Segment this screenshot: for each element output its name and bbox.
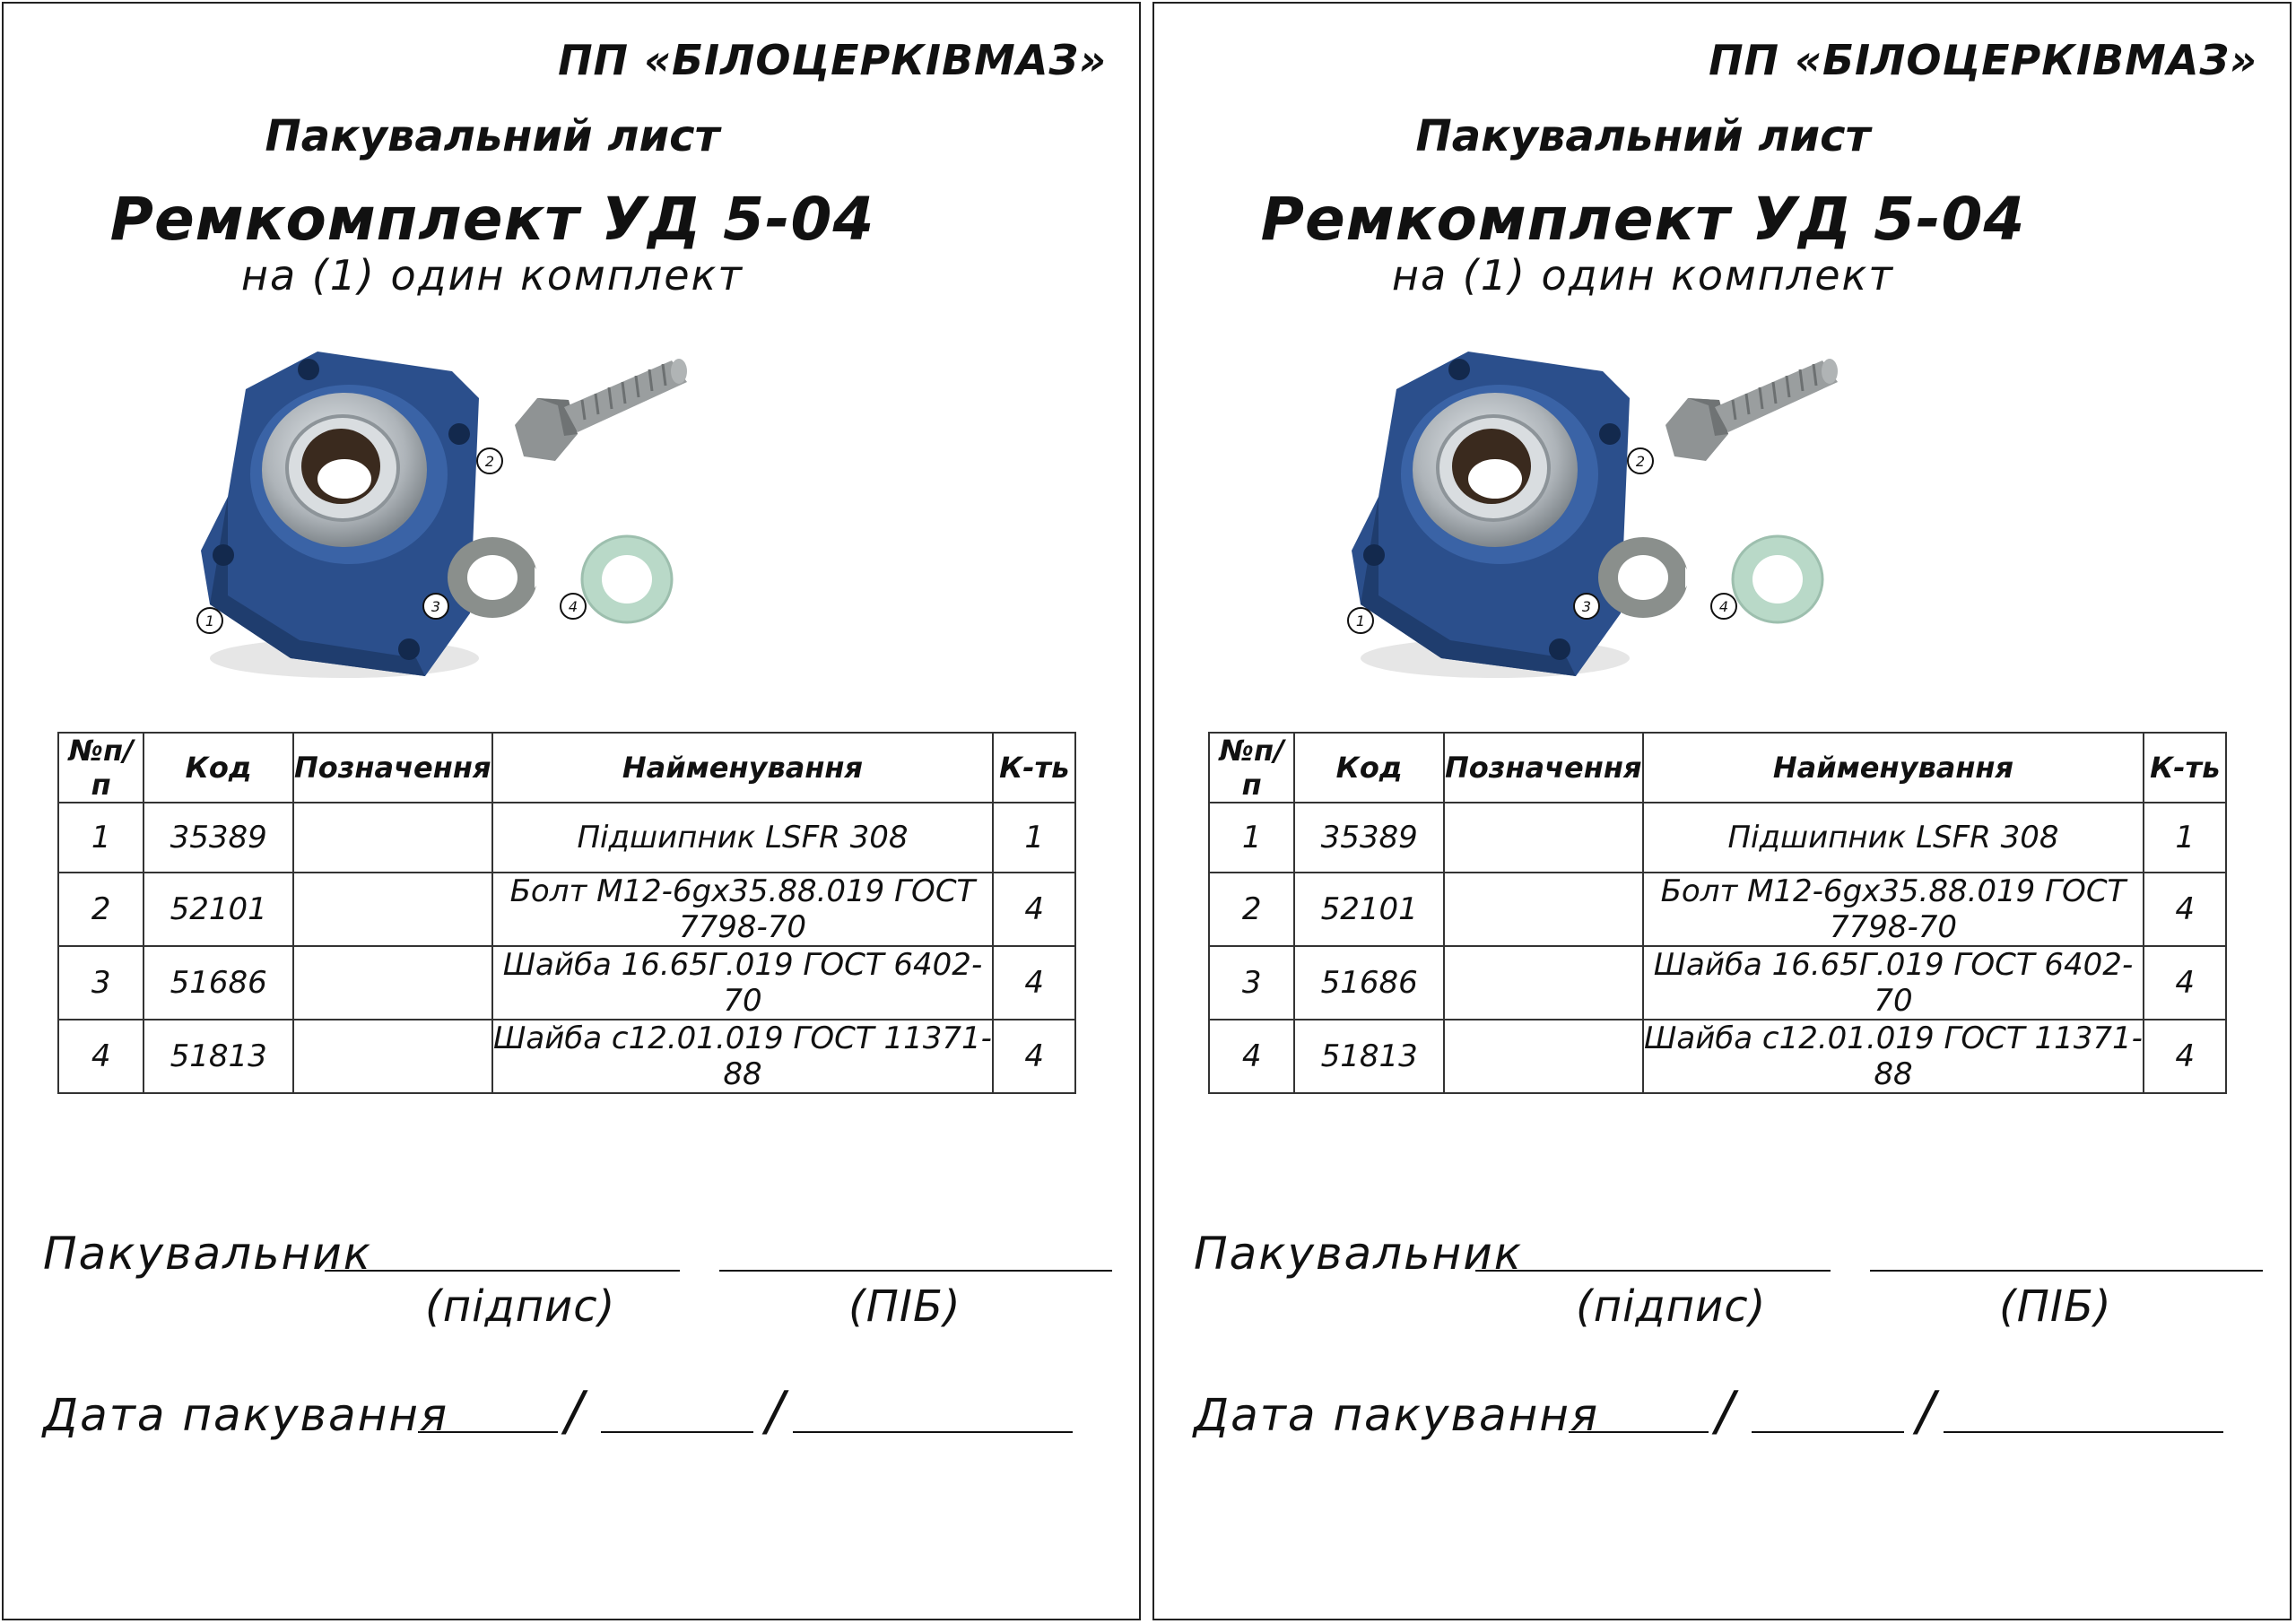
date-separator: / — [1716, 1380, 1735, 1443]
packer-label: Пакувальник — [43, 1228, 372, 1280]
cell-quantity: 1 — [993, 803, 1075, 873]
signature-line[interactable] — [325, 1270, 680, 1272]
cell-quantity: 4 — [2144, 873, 2226, 946]
signature-caption: (підпис) — [1576, 1281, 1767, 1332]
cell-designation — [1444, 873, 1643, 946]
header-code: Код — [144, 733, 293, 803]
svg-text:1: 1 — [204, 612, 215, 630]
header-number: №п/п — [1209, 733, 1294, 803]
bearing-housing-icon — [1352, 352, 1630, 678]
parts-table — [1208, 732, 2227, 1094]
callout-1 — [1348, 608, 1373, 633]
cell-number: 2 — [58, 873, 144, 946]
kit-quantity: на (1) один комплект — [240, 251, 744, 300]
cell-designation — [293, 873, 492, 946]
bolt-icon — [515, 359, 687, 461]
table-row — [1209, 873, 2226, 946]
header-code: Код — [1294, 733, 1444, 803]
cell-quantity: 4 — [2144, 946, 2226, 1020]
cell-name: Підшипник LSFR 308 — [1643, 803, 2144, 873]
packing-sheet-left — [2, 2, 1141, 1620]
cell-number: 2 — [1209, 873, 1294, 946]
header-quantity: К-ть — [2144, 733, 2226, 803]
cell-quantity: 4 — [993, 873, 1075, 946]
cell-number: 1 — [58, 803, 144, 873]
header-number: №п/п — [58, 733, 144, 803]
document-title: Пакувальний лист — [265, 111, 720, 161]
bearing-housing-icon — [201, 352, 479, 678]
cell-quantity: 4 — [2144, 1020, 2226, 1093]
date-day-line[interactable] — [418, 1431, 558, 1433]
callout-2 — [477, 448, 502, 473]
bolt-icon — [1665, 359, 1838, 461]
name-line[interactable] — [719, 1270, 1112, 1272]
date-separator: / — [1917, 1380, 1935, 1443]
cell-name: Шайба с12.01.019 ГОСТ 11371-88 — [1644, 1020, 2143, 1092]
kit-quantity: на (1) один комплект — [1391, 251, 1895, 300]
svg-text:3: 3 — [1581, 598, 1592, 615]
signature-line[interactable] — [1475, 1270, 1831, 1272]
spring-washer-icon — [448, 537, 542, 618]
header-quantity: К-ть — [993, 733, 1075, 803]
packer-label: Пакувальник — [1194, 1228, 1523, 1280]
callout-4 — [1711, 594, 1736, 619]
cell-number: 4 — [58, 1020, 144, 1093]
date-separator: / — [565, 1380, 584, 1443]
date-year-line[interactable] — [1944, 1431, 2223, 1433]
cell-name: Шайба 16.65Г.019 ГОСТ 6402-70 — [1643, 946, 2144, 1020]
header-designation: Позначення — [1444, 733, 1643, 803]
svg-text:2: 2 — [1635, 453, 1646, 470]
packing-date-label: Дата пакування — [1194, 1389, 1600, 1441]
cell-code: 51686 — [1294, 946, 1444, 1020]
cell-designation — [293, 1020, 492, 1093]
cell-quantity: 4 — [993, 1020, 1075, 1093]
spring-washer-icon — [1598, 537, 1692, 618]
kit-name: Ремкомплект УД 5-04 — [109, 185, 875, 254]
cell-number: 4 — [1209, 1020, 1294, 1093]
table-header-row — [1209, 733, 2226, 803]
cell-quantity: 1 — [2144, 803, 2226, 873]
callout-2 — [1628, 448, 1653, 473]
cell-quantity: 4 — [993, 946, 1075, 1020]
cell-code: 52101 — [1294, 873, 1444, 946]
name-caption: (ПІБ) — [848, 1281, 961, 1332]
cell-number: 3 — [58, 946, 144, 1020]
table-row — [58, 1020, 1075, 1093]
svg-text:1: 1 — [1355, 612, 1366, 630]
cell-code: 51813 — [144, 1020, 293, 1093]
svg-text:4: 4 — [1718, 598, 1729, 615]
document-title: Пакувальний лист — [1415, 111, 1871, 161]
svg-text:2: 2 — [484, 453, 495, 470]
cell-number: 3 — [1209, 946, 1294, 1020]
packing-date-label: Дата пакування — [43, 1389, 449, 1441]
parts-illustration — [1334, 335, 2015, 712]
parts-table — [57, 732, 1076, 1094]
cell-name: Підшипник LSFR 308 — [492, 803, 994, 873]
table-row — [58, 946, 1075, 1020]
svg-text:4: 4 — [568, 598, 578, 615]
company-name: ПП «БІЛОЦЕРКІВМАЗ» — [1709, 36, 2257, 84]
header-name: Найменування — [1643, 733, 2144, 803]
table-row — [58, 803, 1075, 873]
date-separator: / — [766, 1380, 785, 1443]
name-line[interactable] — [1870, 1270, 2263, 1272]
signature-caption: (підпис) — [425, 1281, 616, 1332]
cell-designation — [293, 803, 492, 873]
packing-sheet-right — [1152, 2, 2292, 1620]
table-row — [1209, 1020, 2226, 1093]
parts-illustration — [183, 335, 865, 712]
date-month-line[interactable] — [601, 1431, 753, 1433]
name-caption: (ПІБ) — [1999, 1281, 2112, 1332]
cell-name: Болт М12-6gх35.88.019 ГОСТ 7798-70 — [1643, 873, 2144, 946]
cell-designation — [1444, 946, 1643, 1020]
callout-3 — [1574, 594, 1599, 619]
cell-designation — [1444, 803, 1643, 873]
flat-washer-icon — [1733, 536, 1822, 622]
flat-washer-icon — [582, 536, 672, 622]
company-name: ПП «БІЛОЦЕРКІВМАЗ» — [558, 36, 1107, 84]
header-name: Найменування — [492, 733, 994, 803]
cell-code: 51813 — [1294, 1020, 1444, 1093]
cell-name: Шайба с12.01.019 ГОСТ 11371-88 — [493, 1020, 992, 1092]
table-row — [1209, 946, 2226, 1020]
cell-name: Шайба 16.65Г.019 ГОСТ 6402-70 — [492, 946, 994, 1020]
cell-designation — [293, 946, 492, 1020]
cell-code: 52101 — [144, 873, 293, 946]
kit-name: Ремкомплект УД 5-04 — [1260, 185, 2026, 254]
cell-code: 35389 — [144, 803, 293, 873]
table-header-row — [58, 733, 1075, 803]
date-month-line[interactable] — [1752, 1431, 1904, 1433]
cell-code: 35389 — [1294, 803, 1444, 873]
table-row — [58, 873, 1075, 946]
date-year-line[interactable] — [793, 1431, 1073, 1433]
svg-text:3: 3 — [430, 598, 441, 615]
date-day-line[interactable] — [1569, 1431, 1709, 1433]
table-row — [1209, 803, 2226, 873]
cell-code: 51686 — [144, 946, 293, 1020]
cell-designation — [1444, 1020, 1643, 1093]
header-designation: Позначення — [293, 733, 492, 803]
cell-number: 1 — [1209, 803, 1294, 873]
callout-1 — [197, 608, 222, 633]
callout-4 — [561, 594, 586, 619]
callout-3 — [423, 594, 448, 619]
cell-name: Болт М12-6gх35.88.019 ГОСТ 7798-70 — [492, 873, 994, 946]
